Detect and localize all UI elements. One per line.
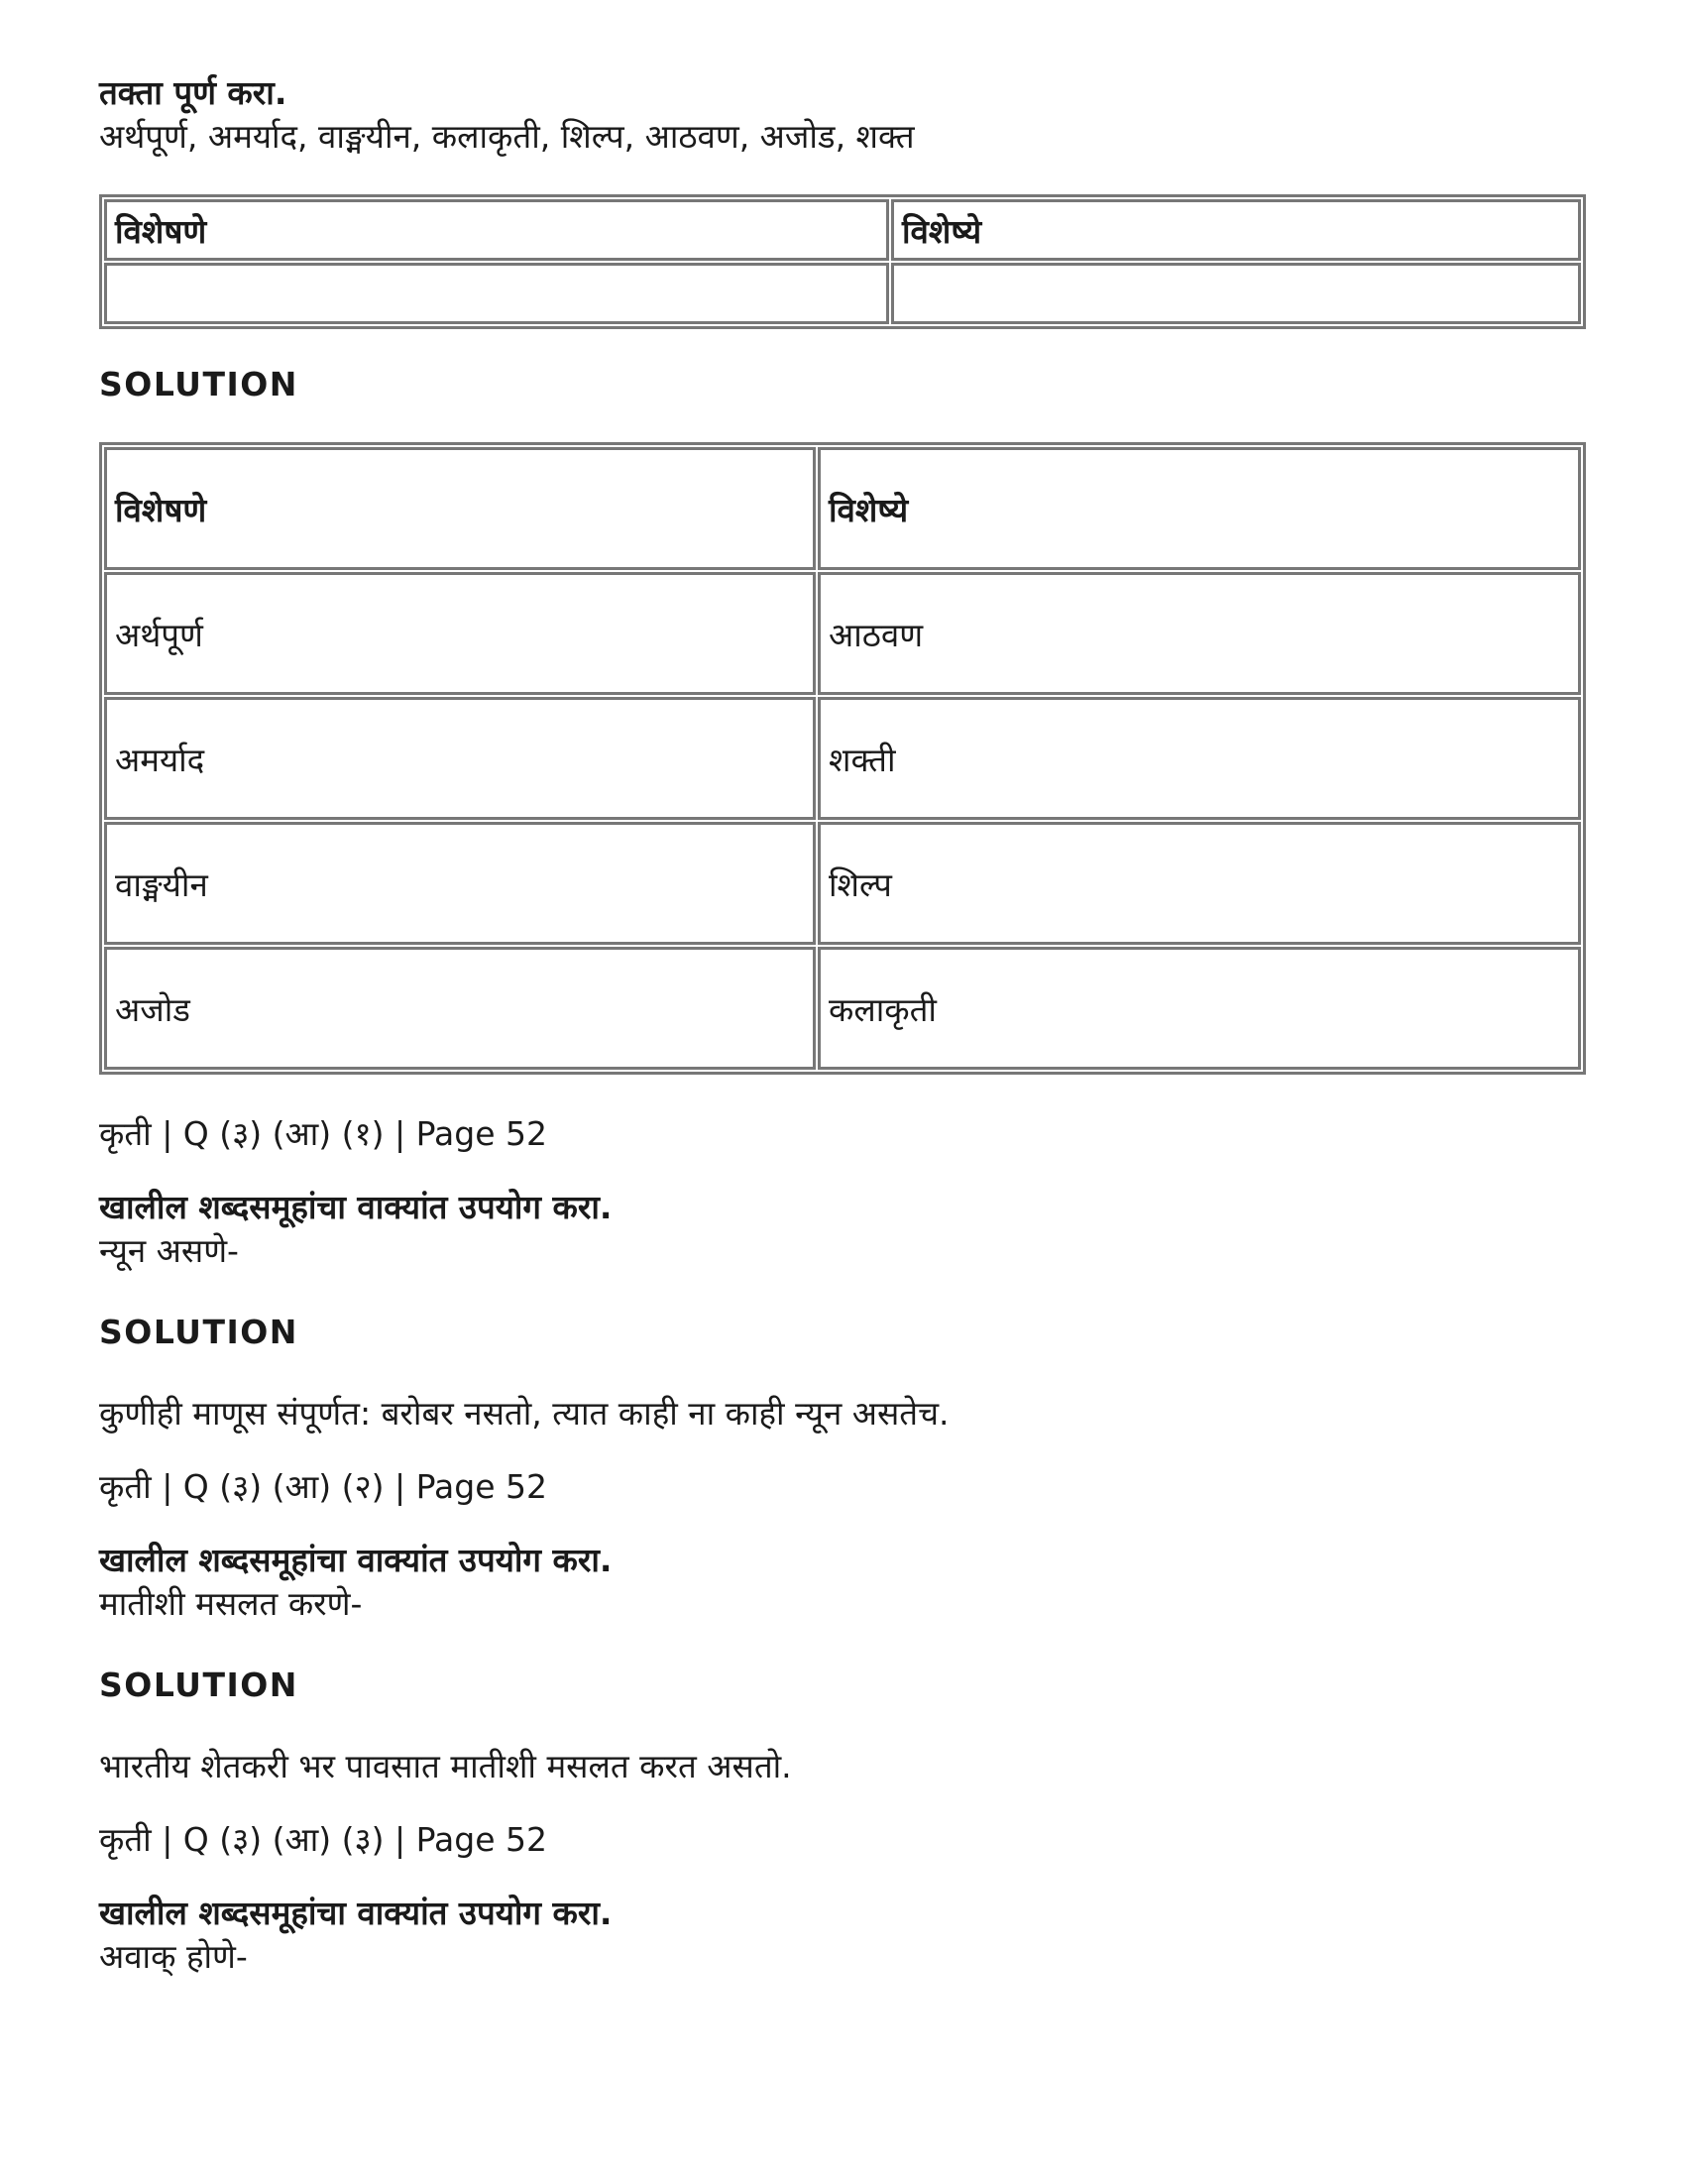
header-cell-nouns: विशेष्ये xyxy=(891,199,1581,261)
question-2-phrase: न्यून असणे- xyxy=(99,1231,239,1270)
table-header-row xyxy=(104,447,1581,570)
question-2-title: खालील शब्दसमूहांचा वाक्यांत उपयोग करा. xyxy=(99,1188,613,1226)
header-cell-adjectives: विशेषणे xyxy=(104,447,816,570)
header-cell-adjectives: विशेषणे xyxy=(104,199,889,261)
question-1-title: तक्ता पूर्ण करा. xyxy=(99,73,287,112)
table-cell: अर्थपूर्ण xyxy=(104,572,816,695)
table-cell: अजोड xyxy=(104,947,816,1070)
question-3-meta: कृती | Q (३) (आ) (२) | Page 52 xyxy=(99,1467,548,1506)
header-cell-nouns: विशेष्ये xyxy=(818,447,1581,570)
table-header-row xyxy=(104,199,1581,261)
solution-table xyxy=(99,442,1586,1075)
question-4-phrase: अवाक् होणे- xyxy=(99,1937,248,1976)
empty-cell xyxy=(891,263,1581,324)
table-cell: शिल्प xyxy=(818,822,1581,945)
empty-cell xyxy=(104,263,889,324)
table-row xyxy=(104,697,1581,820)
table-cell: कलाकृती xyxy=(818,947,1581,1070)
question-3-phrase: मातीशी मसलत करणे- xyxy=(99,1584,363,1623)
question-1-table xyxy=(99,194,1586,329)
table-row xyxy=(104,572,1581,695)
question-4-title: खालील शब्दसमूहांचा वाक्यांत उपयोग करा. xyxy=(99,1894,613,1932)
question-1-words: अर्थपूर्ण, अमर्याद, वाङ्मयीन, कलाकृती, शिल्प, आठवण, अजोड, शक्त xyxy=(99,117,915,156)
solution-label: SOLUTION xyxy=(99,1666,298,1704)
question-3-solution: भारतीय शेतकरी भर पावसात मातीशी मसलत करत असतो. xyxy=(99,1747,792,1785)
table-row xyxy=(104,947,1581,1070)
table-cell: अमर्याद xyxy=(104,697,816,820)
table-cell: शक्ती xyxy=(818,697,1581,820)
table-row-empty xyxy=(104,263,1581,324)
table-cell: वाङ्मयीन xyxy=(104,822,816,945)
question-4-meta: कृती | Q (३) (आ) (३) | Page 52 xyxy=(99,1820,548,1859)
solution-label: SOLUTION xyxy=(99,1313,298,1351)
table-cell: आठवण xyxy=(818,572,1581,695)
table-row xyxy=(104,822,1581,945)
question-2-meta: कृती | Q (३) (आ) (१) | Page 52 xyxy=(99,1114,548,1153)
question-3-title: खालील शब्दसमूहांचा वाक्यांत उपयोग करा. xyxy=(99,1541,613,1579)
document-content xyxy=(99,71,1586,1979)
question-2-solution: कुणीही माणूस संपूर्णत: बरोबर नसतो, त्यात काही ना काही न्यून असतेच. xyxy=(99,1394,950,1433)
solution-label: SOLUTION xyxy=(99,365,298,403)
